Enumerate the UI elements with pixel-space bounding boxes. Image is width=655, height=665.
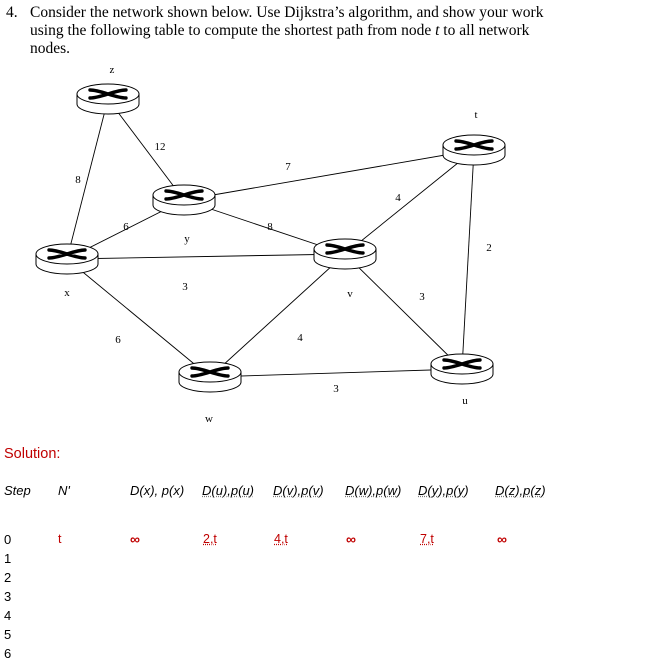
row0-du: 2,t: [203, 532, 217, 546]
edge-z-x: [67, 99, 108, 259]
edge-v-t: [345, 150, 474, 254]
weight-x-w: 6: [115, 334, 121, 346]
router-t-icon: [443, 135, 505, 165]
header-du: [202, 483, 254, 498]
header-n-prime: N': [58, 483, 70, 498]
edge-v-u: [345, 254, 462, 369]
header-dz-text: D(z),p(z): [495, 483, 546, 498]
router-z-icon: [77, 84, 139, 114]
question-line-2a: using the following table to compute the shortest path from node: [30, 22, 436, 39]
edge-w-u: [210, 369, 462, 377]
router-v-icon: [314, 239, 376, 269]
step-2: 2: [4, 570, 12, 585]
step-6: 6: [4, 646, 12, 661]
router-x-icon: [36, 244, 98, 274]
question-line-3: nodes.: [30, 40, 71, 57]
edge-weights: [75, 141, 492, 395]
row0-dv: 4,t: [274, 532, 288, 546]
edge-y-t: [184, 150, 474, 200]
step-3: 3: [4, 589, 12, 604]
weight-w-u: 3: [333, 383, 339, 395]
question-number: 4.: [6, 4, 18, 21]
edge-w-v: [210, 254, 345, 377]
node-label-z: z: [109, 64, 115, 76]
header-dy-text: D(y),p(y): [418, 483, 469, 498]
question-source-node: t: [435, 22, 440, 39]
weight-x-y: 6: [123, 221, 129, 233]
node-label-v: v: [347, 288, 353, 300]
solution-label: Solution:: [4, 446, 61, 462]
node-label-t: t: [474, 109, 478, 121]
header-step: Step: [4, 483, 31, 498]
step-1: 1: [4, 551, 12, 566]
edge-x-w: [67, 259, 210, 377]
header-dv-text: D(v),p(v): [273, 483, 324, 498]
weight-y-v: 8: [267, 221, 273, 233]
network-routers: [36, 84, 505, 392]
weight-x-v: 3: [182, 281, 188, 293]
row0-dy: 7,t: [420, 532, 434, 546]
router-w-icon: [179, 362, 241, 392]
weight-z-x: 8: [75, 174, 81, 186]
step-4: 4: [4, 608, 12, 623]
header-dw: [345, 483, 401, 498]
router-y-icon: [153, 185, 215, 215]
header-dz: [495, 483, 546, 498]
header-dv: [273, 483, 324, 498]
step-5: 5: [4, 627, 12, 642]
node-label-w: w: [205, 413, 213, 425]
node-label-u: u: [462, 395, 468, 407]
weight-y-t: 7: [285, 161, 291, 173]
row0-dw: ∞: [346, 531, 356, 547]
question-line-2b: to all network: [439, 22, 530, 39]
question-line-1: Consider the network shown below. Use Dijkstra’s algorithm, and show your work: [30, 4, 544, 21]
weight-v-u: 3: [419, 291, 425, 303]
row0-dz: ∞: [497, 531, 507, 547]
step-0: 0: [4, 532, 12, 547]
header-dw-text: D(w),p(w): [345, 483, 402, 498]
header-dy: [418, 483, 469, 498]
row0-dx: ∞: [130, 531, 140, 547]
node-label-x: x: [64, 287, 70, 299]
network-edges: [67, 99, 474, 377]
weight-t-u: 2: [486, 242, 492, 254]
header-du-text: D(u),p(u): [202, 483, 255, 498]
weight-w-v: 4: [297, 332, 303, 344]
node-label-y: y: [184, 233, 190, 245]
weight-v-t: 4: [395, 192, 401, 204]
edge-x-v: [67, 254, 345, 259]
router-u-icon: [431, 354, 493, 384]
edge-t-u: [462, 150, 474, 369]
header-dx: D(x), p(x): [130, 483, 185, 498]
edge-z-y: [108, 99, 184, 200]
row0-n-prime: t: [58, 532, 62, 546]
weight-z-y: 12: [154, 141, 166, 153]
